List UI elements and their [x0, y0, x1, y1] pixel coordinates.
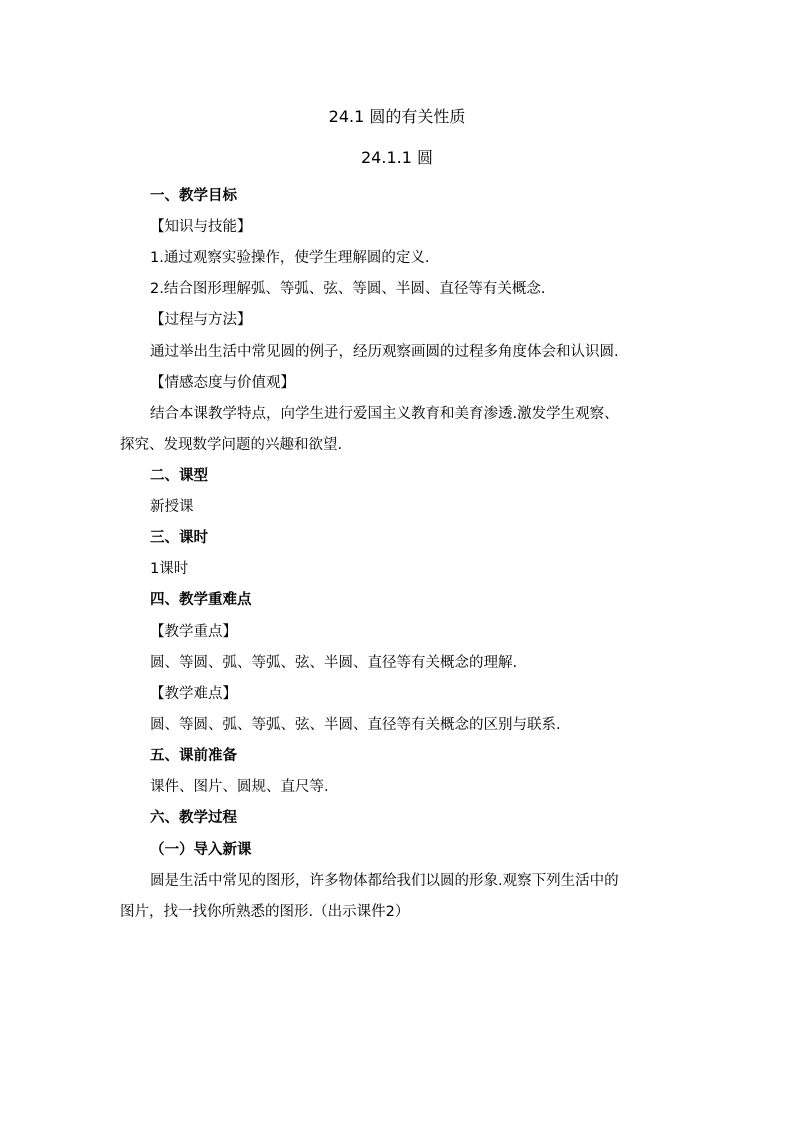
- emotion-values-text-line2: 探究、发现数学问题的兴趣和欲望.: [120, 437, 343, 453]
- knowledge-skills-label: 【知识与技能】: [150, 219, 252, 235]
- section-heading-preparation: 五、课前准备: [150, 748, 237, 764]
- key-points-label: 【教学重点】: [150, 624, 237, 640]
- section-heading-process: 六、教学过程: [150, 810, 237, 826]
- intro-text-line2: 图片，找一找你所熟悉的图形.（出示课件2）: [120, 904, 410, 920]
- section-heading-objectives: 一、教学目标: [150, 188, 237, 204]
- difficult-points-text: 圆、等圆、弧、等弧、弦、半圆、直径等有关概念的区别与联系.: [150, 717, 561, 733]
- intro-text-line1: 圆是生活中常见的图形，许多物体都给我们以圆的形象.观察下列生活中的: [150, 873, 619, 889]
- subsection-heading-intro: （一）导入新课: [150, 842, 252, 858]
- page-subtitle: 24.1.1 圆: [361, 148, 433, 167]
- key-points-text: 圆、等圆、弧、等弧、弦、半圆、直径等有关概念的理解.: [150, 655, 518, 671]
- preparation-text: 课件、图片、圆规、直尺等.: [150, 779, 329, 795]
- section-heading-periods: 三、课时: [150, 530, 208, 546]
- knowledge-item-2: 2.结合图形理解弧、等弧、弦、等圆、半圆、直径等有关概念.: [150, 281, 546, 297]
- process-method-text: 通过举出生活中常见圆的例子，经历观察画圆的过程多角度体会和认识圆.: [150, 344, 619, 360]
- difficult-points-label: 【教学难点】: [150, 686, 237, 702]
- section-heading-lesson-type: 二、课型: [150, 468, 208, 484]
- lesson-type-text: 新授课: [150, 499, 194, 515]
- emotion-values-label: 【情感态度与价值观】: [150, 375, 295, 391]
- periods-text: 1课时: [150, 561, 189, 577]
- knowledge-item-1: 1.通过观察实验操作，使学生理解圆的定义.: [150, 250, 430, 266]
- process-method-label: 【过程与方法】: [150, 312, 252, 328]
- emotion-values-text-line1: 结合本课教学特点，向学生进行爱国主义教育和美育渗透.激发学生观察、: [150, 406, 619, 422]
- section-heading-key-difficult: 四、教学重难点: [150, 592, 252, 608]
- page-title: 24.1 圆的有关性质: [328, 107, 466, 126]
